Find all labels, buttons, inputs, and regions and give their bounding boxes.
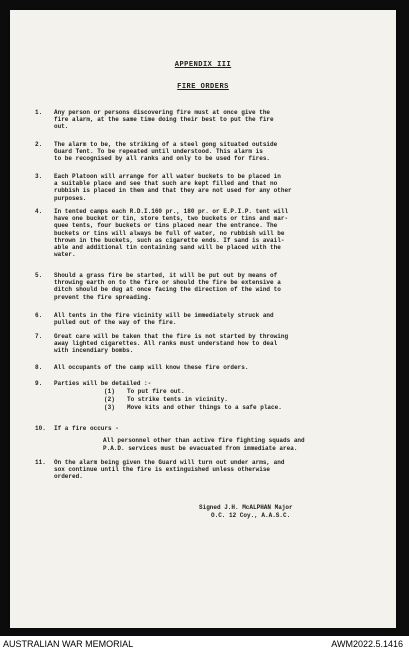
party-label: (2) bbox=[104, 396, 115, 403]
order-text-line: throwing earth on to the fire or should the fire be extensive a bbox=[54, 279, 281, 287]
footer-bar bbox=[0, 636, 409, 653]
order-number: 9. bbox=[35, 380, 43, 387]
order-text-line: water. bbox=[54, 251, 76, 259]
order-text bbox=[54, 459, 374, 481]
order-text-line: All tents in the fire vicinity will be immediately struck and bbox=[54, 312, 274, 319]
document-page bbox=[10, 10, 396, 628]
order-text-line: Great care will be taken that the fire is not started by throwing bbox=[54, 333, 289, 340]
order-text-line: Any person or persons discovering fire must at once give the bbox=[54, 109, 271, 116]
order-text bbox=[54, 312, 374, 326]
party-label: (1) bbox=[104, 388, 115, 395]
order-text bbox=[54, 364, 374, 371]
order-text-line: with incendiary bombs. bbox=[54, 347, 134, 355]
order-text-line: away lighted cigarettes. All ranks must understand how to deal bbox=[54, 340, 278, 348]
order-number: 7. bbox=[35, 333, 43, 340]
order-text-line: pulled out of the way of the fire. bbox=[54, 319, 177, 327]
order-text-line: thrown in the buckets, such as cigarette ends. If sand is avail- bbox=[54, 236, 285, 244]
order-text-line: In tented camps each R.D.I.160 pr., 180 pr. or E.P.I.P. tent will bbox=[54, 208, 289, 215]
party-label: (3) bbox=[104, 404, 115, 411]
order-text bbox=[54, 208, 374, 258]
order-text-line: Each Platoon will arrange for all water buckets to be placed in bbox=[54, 173, 281, 180]
order-text-line: Should a grass fire be started, it will be put out by means of bbox=[54, 272, 278, 279]
order-text bbox=[54, 141, 374, 163]
order-text-line: buckets or tins will always be full of water, no rubbish will be bbox=[54, 229, 285, 237]
order-text-line: to be recognised by all ranks and only to be used for fires. bbox=[54, 155, 271, 163]
order-text bbox=[54, 333, 374, 355]
order-text-line: out. bbox=[54, 123, 69, 131]
signature-line: Signed J.H. McALPHAN Major bbox=[199, 504, 293, 511]
order-text-line: purposes. bbox=[54, 194, 87, 202]
order-number: 6. bbox=[35, 312, 43, 319]
order-text bbox=[54, 272, 374, 301]
order-text-line: rubbish is placed in them and that they are not used for any other bbox=[54, 187, 292, 195]
order-text-line: On the alarm being given the Guard will turn out under arms, and bbox=[54, 459, 285, 466]
order-text bbox=[54, 380, 374, 387]
order-number: 8. bbox=[35, 364, 43, 371]
footer-institution: AUSTRALIAN WAR MEMORIAL bbox=[3, 639, 134, 649]
order-number: 10. bbox=[35, 425, 46, 432]
order-text-line: able and additional tin containing sand will be placed with the bbox=[54, 244, 281, 252]
party-task: To put fire out. bbox=[127, 388, 185, 395]
order-text-line: quee tents, four buckets or tins placed near the entrance. The bbox=[54, 222, 278, 230]
order-text-line: a suitable place and see that such are kept filled and that no bbox=[54, 180, 278, 188]
footer-accession-number: AWM2022.5.1416 bbox=[331, 639, 403, 649]
order-text bbox=[54, 109, 374, 131]
order-text-line: sox continue until the fire is extinguished unless otherwise bbox=[54, 466, 271, 474]
order-text-line: ordered. bbox=[54, 473, 83, 481]
order-text-line: fire alarm, at the same time doing their best to put the fire bbox=[54, 116, 274, 124]
order-number: 3. bbox=[35, 173, 43, 180]
fire-occurs-line: All personnel other than active fire fighting squads and bbox=[103, 437, 305, 444]
order-text-line: prevent the fire spreading. bbox=[54, 293, 152, 301]
order-number: 5. bbox=[35, 272, 43, 279]
order-text-line: ditch should be dug at once facing the direction of the wind to bbox=[54, 286, 281, 294]
order-number: 11. bbox=[35, 459, 46, 466]
order-text bbox=[54, 173, 374, 202]
order-number: 1. bbox=[35, 109, 43, 116]
fire-occurs-line: P.A.D. services must be evacuated from immediate area. bbox=[103, 445, 298, 452]
document-title: FIRE ORDERS bbox=[177, 83, 229, 91]
order-text-line: Guard Tent. To be repeated until understood. This alarm is bbox=[54, 148, 263, 156]
order-text-line: If a fire occurs - bbox=[54, 425, 119, 432]
order-text-line: All occupants of the camp will know these fire orders. bbox=[54, 364, 249, 371]
order-number: 2. bbox=[35, 141, 43, 148]
appendix-heading: APPENDIX III bbox=[174, 61, 232, 69]
order-number: 4. bbox=[35, 208, 43, 215]
order-text bbox=[54, 425, 374, 432]
party-task: To strike tents in vicinity. bbox=[127, 396, 228, 403]
order-text-line: Parties will be detailed :- bbox=[54, 380, 152, 387]
signature-unit: O.C. 12 Coy., A.A.S.C. bbox=[211, 512, 291, 519]
party-task: Move kits and other things to a safe place. bbox=[127, 404, 282, 411]
order-text-line: The alarm to be, the striking of a steel gong situated outside bbox=[54, 141, 278, 148]
order-text-line: have one bucket or tin, store tents, two buckets or tins and mar- bbox=[54, 215, 289, 223]
